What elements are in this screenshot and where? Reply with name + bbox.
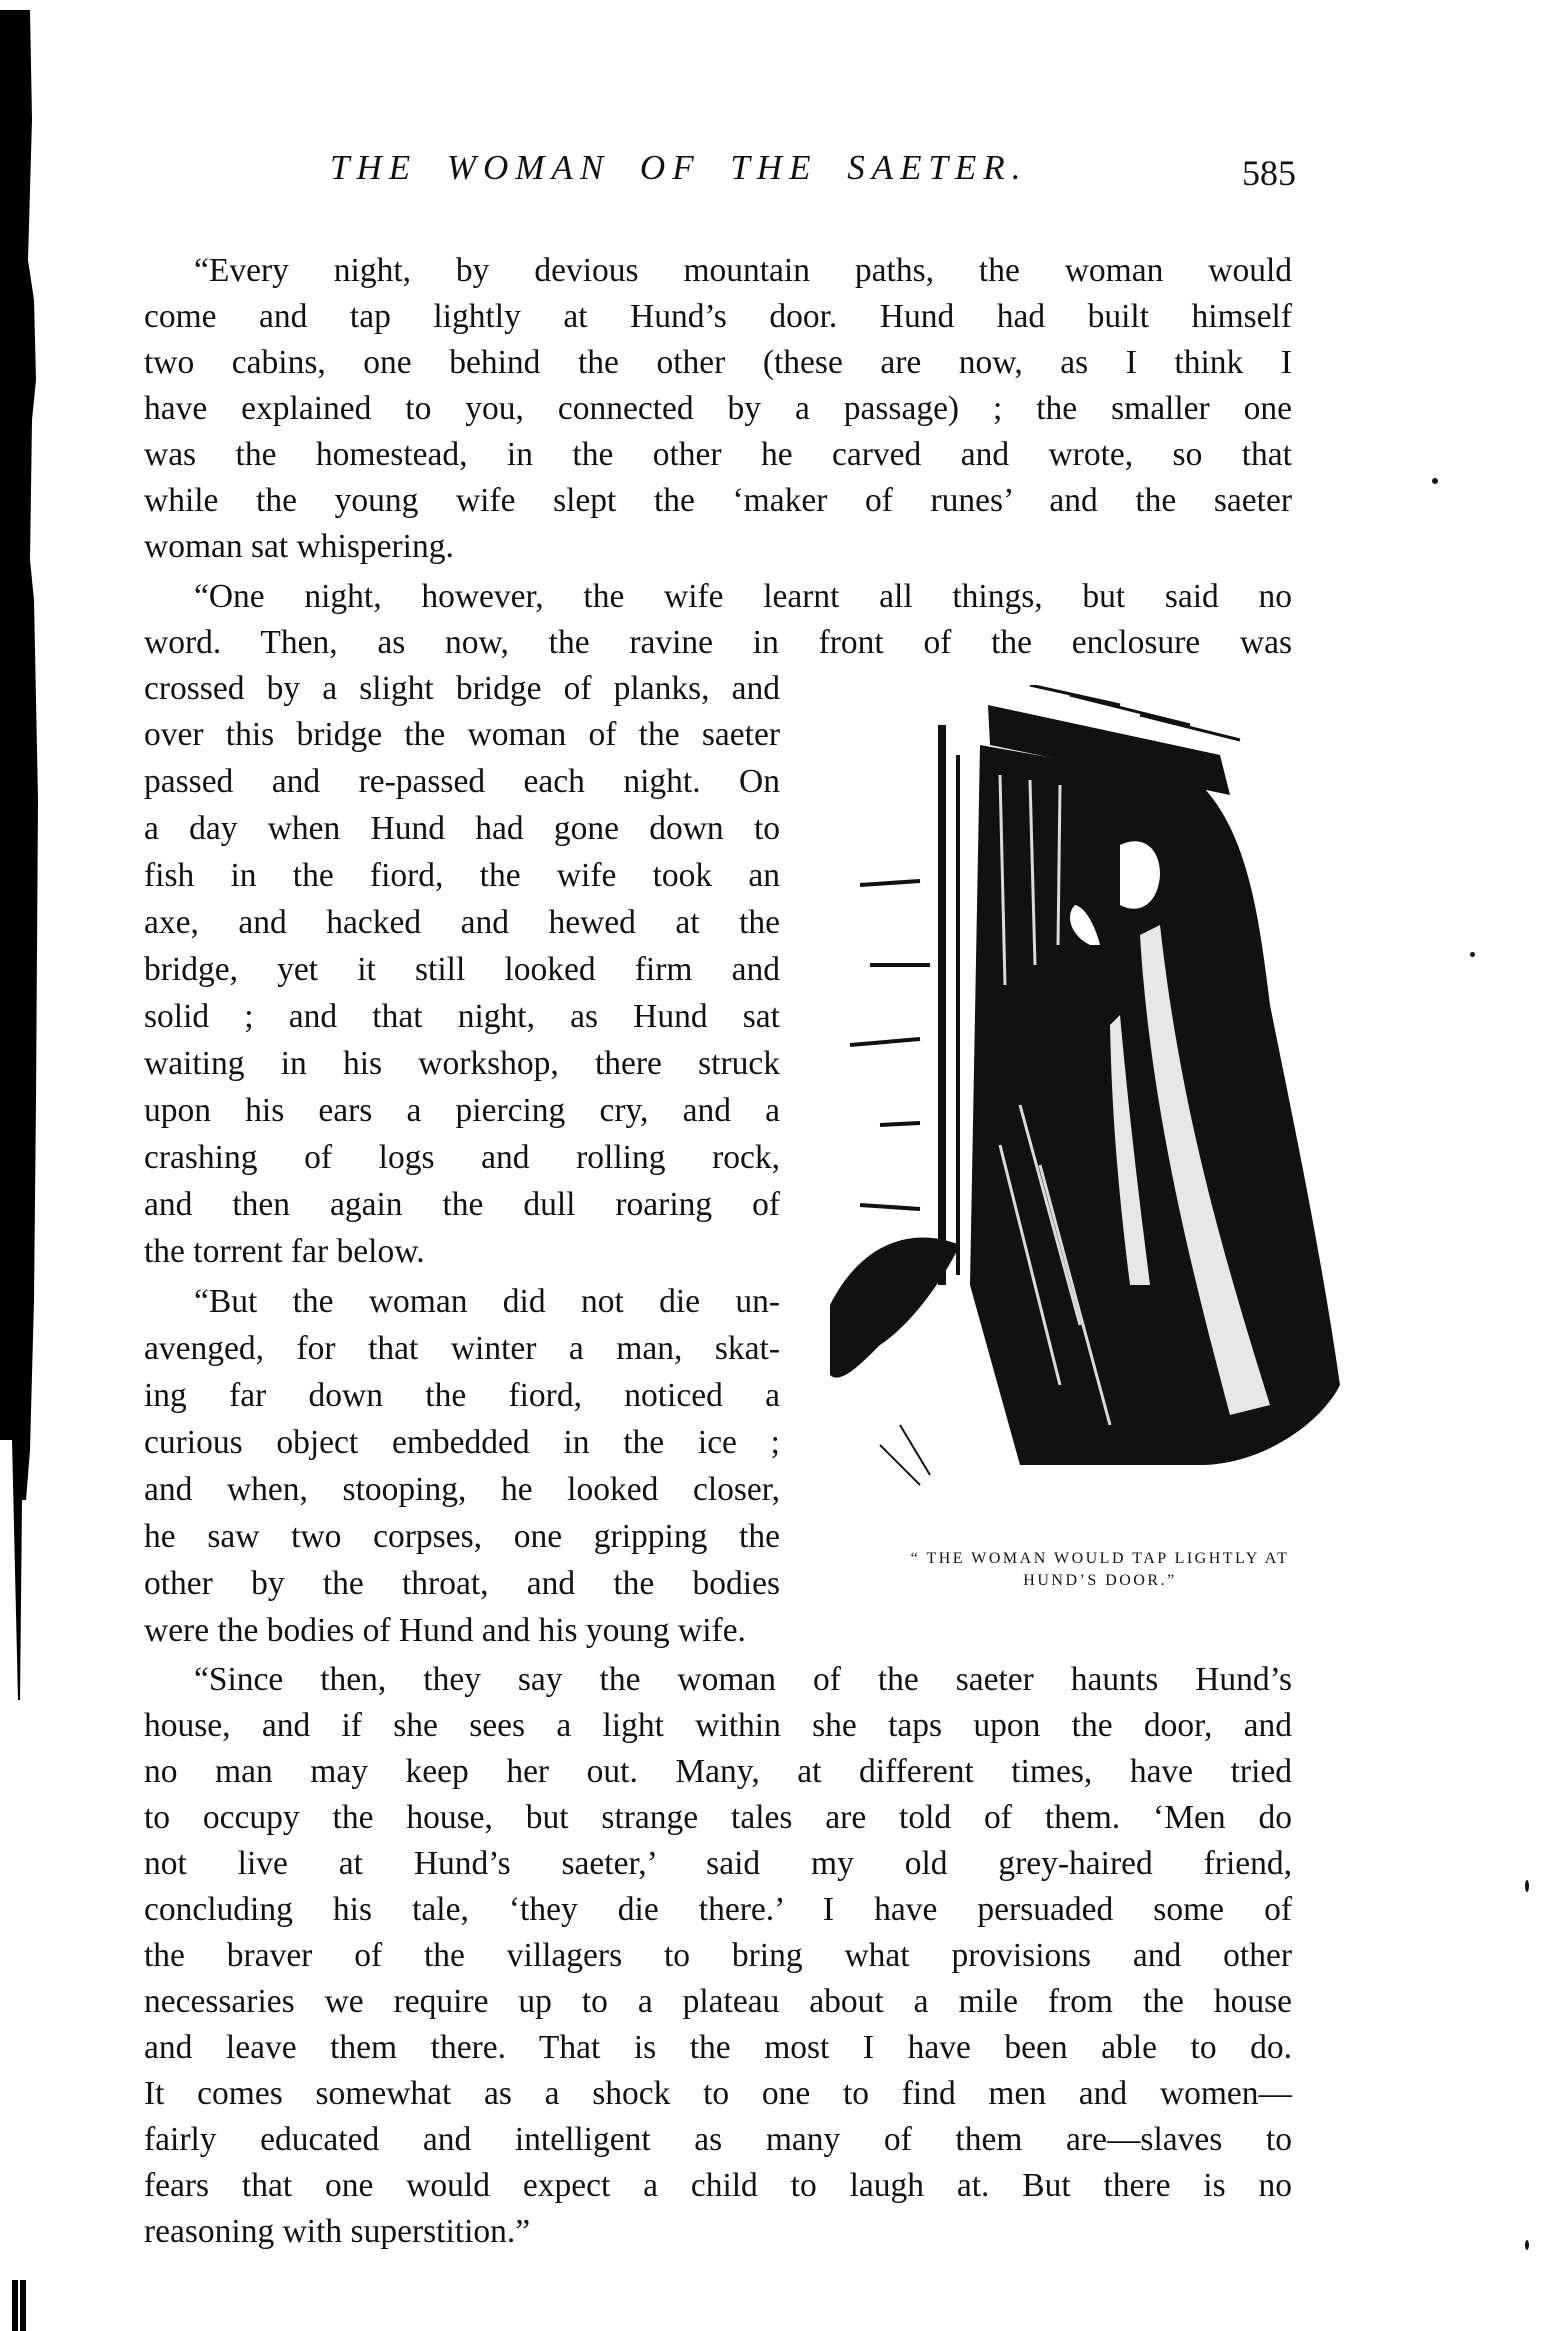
- text-line: he saw two corpses, one gripping the: [144, 1518, 780, 1555]
- text-line: were the bodies of Hund and his young wife.: [144, 1612, 746, 1649]
- binding-shadow: [0, 0, 40, 2331]
- text-line: concluding his tale, ‘they die there.’ I have persuaded some of: [144, 1891, 1292, 1928]
- text-line: reasoning with superstition.”: [144, 2213, 531, 2250]
- text-line: upon his ears a piercing cry, and a: [144, 1092, 780, 1129]
- text-line: avenged, for that winter a man, skat-: [144, 1330, 780, 1367]
- text-line: “Since then, they say the woman of the saeter haunts Hund’s: [194, 1661, 1292, 1698]
- text-line: fairly educated and intelligent as many of them are—slaves to: [144, 2121, 1292, 2158]
- text-line: waiting in his workshop, there struck: [144, 1045, 780, 1082]
- text-line: fears that one would expect a child to laugh at. But there is no: [144, 2167, 1292, 2204]
- text-line: not live at Hund’s saeter,’ said my old grey-haired friend,: [144, 1845, 1292, 1882]
- text-line: have explained to you, connected by a passage) ; the smaller one: [144, 390, 1292, 427]
- illustration-woman-at-door: [820, 685, 1440, 1525]
- text-line: curious object embedded in the ice ;: [144, 1424, 780, 1461]
- text-line: other by the throat, and the bodies: [144, 1565, 780, 1602]
- text-line: “Every night, by devious mountain paths, the woman would: [194, 252, 1292, 289]
- page-header: [330, 148, 1296, 208]
- text-line: axe, and hacked and hewed at the: [144, 904, 780, 941]
- text-line: ing far down the fiord, noticed a: [144, 1377, 780, 1414]
- text-line: come and tap lightly at Hund’s door. Hund had built himself: [144, 298, 1292, 335]
- text-line: passed and re-passed each night. On: [144, 763, 780, 800]
- text-line: and leave them there. That is the most I have been able to do.: [144, 2029, 1292, 2066]
- scan-speck: [1525, 2240, 1529, 2250]
- caption-line: HUND’S DOOR.”: [1023, 1572, 1177, 1589]
- text-line: necessaries we require up to a plateau about a mile from the house: [144, 1983, 1292, 2020]
- scan-speck: [1432, 478, 1438, 484]
- text-line: “One night, however, the wife learnt all things, but said no: [194, 578, 1292, 615]
- text-line: and then again the dull roaring of: [144, 1186, 780, 1223]
- text-line: fish in the fiord, the wife took an: [144, 857, 780, 894]
- figure-caption: [860, 1548, 1340, 1592]
- text-line: the torrent far below.: [144, 1233, 425, 1270]
- text-line: crashing of logs and rolling rock,: [144, 1139, 780, 1176]
- scan-speck: [1525, 1880, 1529, 1892]
- text-line: house, and if she sees a light within she taps upon the door, and: [144, 1707, 1292, 1744]
- caption-line: “ THE WOMAN WOULD TAP LIGHTLY AT: [910, 1550, 1290, 1567]
- scan-speck: [1470, 952, 1475, 957]
- door-post: [850, 725, 960, 1285]
- text-line: a day when Hund had gone down to: [144, 810, 780, 847]
- text-line: while the young wife slept the ‘maker of runes’ and the saeter: [144, 482, 1292, 519]
- text-line: no man may keep her out. Many, at different times, have tried: [144, 1753, 1292, 1790]
- text-line: It comes somewhat as a shock to one to find men and women—: [144, 2075, 1292, 2112]
- text-line: crossed by a slight bridge of planks, and: [144, 670, 780, 707]
- text-line: over this bridge the woman of the saeter: [144, 716, 780, 753]
- text-line: two cabins, one behind the other (these are now, as I think I: [144, 344, 1292, 381]
- text-line: woman sat whispering.: [144, 528, 454, 565]
- text-line: bridge, yet it still looked firm and: [144, 951, 780, 988]
- running-title: THE WOMAN OF THE SAETER.: [330, 148, 1028, 187]
- text-line: to occupy the house, but strange tales are told of them. ‘Men do: [144, 1799, 1292, 1836]
- text-line: word. Then, as now, the ravine in front of the enclosure was: [144, 624, 1292, 661]
- page-number: 585: [1242, 153, 1296, 193]
- text-line: the braver of the villagers to bring what provisions and other: [144, 1937, 1292, 1974]
- text-line: solid ; and that night, as Hund sat: [144, 998, 780, 1035]
- text-line: “But the woman did not die un-: [194, 1283, 780, 1320]
- text-line: and when, stooping, he looked closer,: [144, 1471, 780, 1508]
- rock: [830, 1238, 960, 1378]
- text-line: was the homestead, in the other he carved and wrote, so that: [144, 436, 1292, 473]
